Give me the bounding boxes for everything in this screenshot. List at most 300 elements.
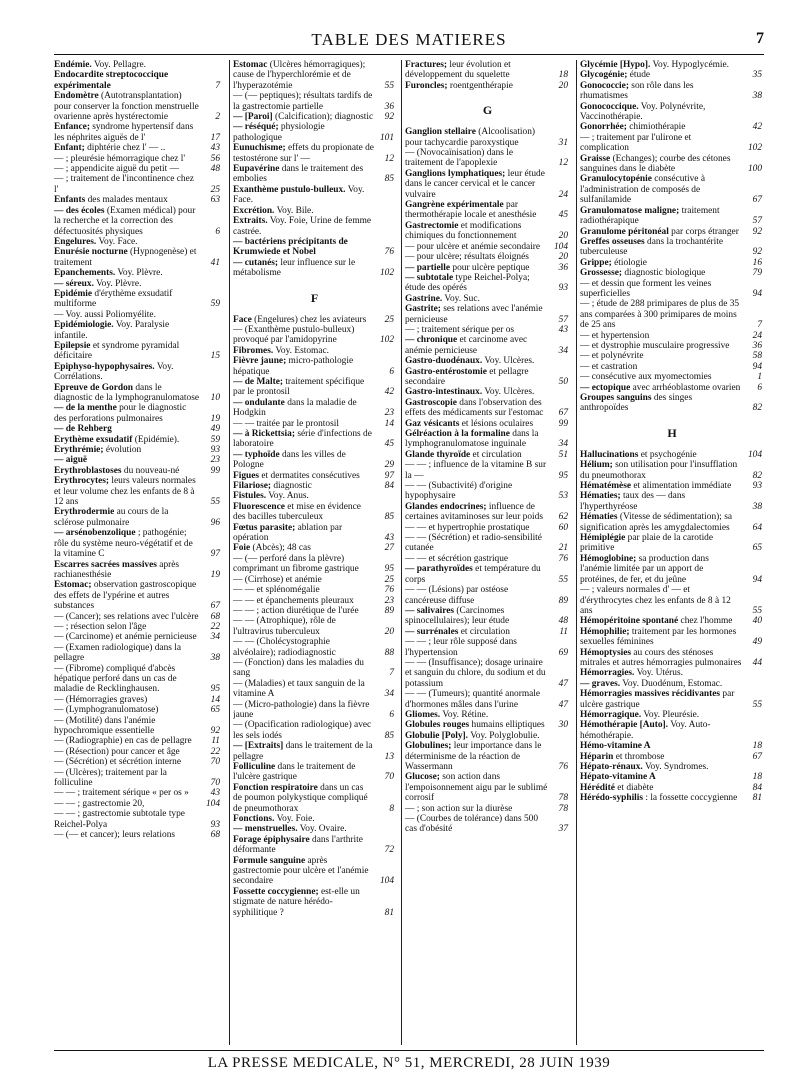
entry-page-number: 84 <box>752 782 762 793</box>
entry-headword: Gonococcie; <box>580 80 629 91</box>
index-entry <box>54 341 222 362</box>
entry-text <box>233 91 372 111</box>
entry-page-number: 104 <box>553 241 568 252</box>
entry-description: — pour ulcère et anémie secondaire <box>405 241 541 252</box>
index-entry <box>580 689 764 710</box>
entry-headword: Fluorescence <box>233 501 285 512</box>
index-entry <box>54 736 222 746</box>
entry-description: dans le traitement de la pellagre <box>233 741 373 762</box>
entry-text <box>580 783 653 793</box>
entry-text <box>54 247 196 267</box>
entry-page-number: 36 <box>384 101 394 112</box>
entry-page-number: 97 <box>384 470 394 481</box>
entry-text <box>580 481 731 491</box>
index-entry <box>54 757 222 767</box>
entry-page-number: 94 <box>752 574 762 585</box>
entry-headword: Epidémiologie. <box>54 320 114 331</box>
index-entry <box>233 543 396 553</box>
index-entry <box>233 237 396 258</box>
entry-page-number: 43 <box>558 324 568 335</box>
entry-description: par ulcère gastrique <box>580 689 735 710</box>
entry-text <box>54 279 141 289</box>
entry-page-number: 18 <box>752 772 762 783</box>
entry-headword: Granulomatose maligne; <box>580 205 680 216</box>
entry-description: et lésions oculaires <box>459 418 534 429</box>
entry-headword: Forage épiphysaire <box>233 834 310 845</box>
index-entry <box>54 632 222 642</box>
entry-page-number: 69 <box>558 647 568 658</box>
entry-text <box>405 450 522 460</box>
entry-text <box>233 216 371 236</box>
index-entry <box>54 154 222 164</box>
index-entry <box>54 237 222 247</box>
index-entry <box>233 658 396 679</box>
entry-page-number: 45 <box>384 439 394 450</box>
entry-headword: Fonction respiratoire <box>233 782 318 793</box>
index-entry <box>233 122 396 143</box>
entry-headword: Hépato-vitamine A <box>580 772 656 783</box>
index-entry <box>580 460 764 481</box>
index-entry <box>233 377 396 398</box>
entry-description: Voy. Estomac. <box>273 345 329 356</box>
entry-page-number: 7 <box>389 668 394 679</box>
entry-page-number: 55 <box>384 80 394 91</box>
entry-description: — — (Cholécystographie alvéolaire); radiodiagnostic <box>233 637 336 658</box>
entry-description: type Reichel-Polya; étude des opérés <box>405 272 530 294</box>
entry-description: — Voy. aussi Poliomyélite. <box>54 309 156 320</box>
entry-description: Voy. Polyglobulie. <box>468 730 540 741</box>
entry-description: Voy. Corrélations. <box>54 361 174 383</box>
index-entry <box>233 679 396 700</box>
entry-text <box>54 788 189 798</box>
index-entry <box>405 637 570 658</box>
entry-description: Voy. Ulcères. <box>482 387 535 398</box>
entry-text <box>405 325 514 335</box>
entry-page-number: 50 <box>558 376 568 387</box>
entry-text <box>405 221 521 241</box>
entry-headword: — des écoles <box>54 205 105 216</box>
entry-page-number: 55 <box>558 574 568 585</box>
entry-text <box>54 622 146 632</box>
index-entry <box>405 200 570 221</box>
entry-headword: Hémothérapie [Auto]. <box>580 720 669 731</box>
entry-description: diagnostic biologique <box>622 268 706 279</box>
entry-page-number: 59 <box>210 299 220 310</box>
entry-text <box>580 258 647 268</box>
entry-page-number: 27 <box>384 543 394 554</box>
entry-page-number: 14 <box>210 694 220 705</box>
entry-page-number: 102 <box>379 335 394 346</box>
entry-page-number: 95 <box>384 564 394 575</box>
footer-text: LA PRESSE MEDICALE, N° 51, MERCREDI, 28 JUIN 1939 <box>207 1055 611 1071</box>
entry-description: — (Courbes de tolérance) dans 500 cas d'obésité <box>405 814 539 835</box>
entry-text <box>233 575 322 585</box>
entry-headword: Globules rouges <box>405 720 470 731</box>
index-entry <box>405 304 570 325</box>
index-entry <box>405 60 570 81</box>
entry-headword: — [Extraits] <box>233 741 284 752</box>
entry-page-number: 42 <box>384 387 394 398</box>
entry-headword: Gastrine. <box>405 293 443 304</box>
entry-text <box>405 523 529 533</box>
entry-page-number: 42 <box>752 122 762 133</box>
index-entry <box>54 695 222 705</box>
entry-description: (Vitesse de sédimentation); sa signification après les amygdalectomies <box>580 512 733 533</box>
entry-page-number: 37 <box>558 824 568 835</box>
entry-headword: Gangrène expérimentale <box>405 200 504 211</box>
entry-page-number: 93 <box>210 445 220 456</box>
index-entry <box>233 585 396 595</box>
entry-description: par plaie de la carotide primitive <box>580 533 714 554</box>
index-entry <box>405 127 570 148</box>
index-entry <box>580 237 764 258</box>
entry-headword: Estomac; <box>54 580 92 591</box>
index-entry <box>405 169 570 200</box>
entry-description: (Carcinomes spinocellulaires); leur étude <box>405 605 510 627</box>
entry-description: — et polynévrite <box>580 351 644 362</box>
entry-headword: Globulie [Poly]. <box>405 730 469 741</box>
entry-description: (Epidémie). <box>132 434 180 445</box>
index-entry <box>580 372 764 382</box>
entry-text <box>54 310 156 320</box>
entry-page-number: 76 <box>384 247 394 258</box>
entry-text <box>233 637 336 657</box>
entry-headword: Hélium; <box>580 460 613 471</box>
entry-text <box>233 616 336 636</box>
index-entry <box>580 679 764 689</box>
entry-text <box>233 835 363 855</box>
entry-text <box>405 554 508 564</box>
entry-text <box>405 387 534 397</box>
entry-text <box>54 403 186 423</box>
entry-headword: Erythroblastoses <box>54 465 122 476</box>
entry-text <box>580 616 732 626</box>
entry-page-number: 48 <box>558 616 568 627</box>
entry-headword: Gaz vésicants <box>405 418 460 429</box>
entry-description: — ; pleurésie hémorragique chez l' <box>54 153 186 164</box>
entry-text <box>405 252 529 262</box>
entry-text <box>54 237 138 247</box>
entry-page-number: 65 <box>210 705 220 716</box>
entry-description: Voy. Foie. <box>274 814 315 825</box>
entry-text <box>233 419 339 429</box>
entry-headword: — ectopique <box>580 382 631 393</box>
index-entry <box>54 455 222 465</box>
index-entry <box>405 367 570 388</box>
entry-headword: Hérédité <box>580 782 615 793</box>
entry-description: consécutive à l'administration de composés de sulfanilamide <box>580 174 705 206</box>
entry-page-number: 78 <box>558 803 568 814</box>
entry-text <box>54 747 180 757</box>
entry-text <box>54 799 144 809</box>
index-entry <box>233 450 396 471</box>
entry-page-number: 7 <box>215 80 220 91</box>
entry-description: dans le traitement de l'ulcère gastrique <box>233 762 356 783</box>
index-entry <box>54 91 222 122</box>
entry-text <box>233 346 329 356</box>
entry-description: — et dystrophie musculaire progressive <box>580 340 730 351</box>
entry-headword: Furoncles; <box>405 80 448 91</box>
entry-headword: Hématémèse <box>580 481 632 492</box>
entry-description: traitement spécifique par le prontosil <box>233 376 365 398</box>
entry-text <box>405 419 533 429</box>
index-entry <box>54 403 222 424</box>
entry-description: Voy. Pellagre. <box>91 60 147 70</box>
entry-headword: Endémie. <box>54 60 92 70</box>
entry-description: effets du propionate de testostérone sur l' — <box>233 143 374 164</box>
index-entry <box>233 575 396 585</box>
index-entry <box>405 263 570 273</box>
entry-description: ; pathogénie; rôle du système neuro-végétatif et de la vitamine C <box>54 528 193 560</box>
entry-description: — (— perforé dans la plèvre) comprimant un fibrome gastrique <box>233 553 359 575</box>
entry-description: (Examen médical) pour la recherche et la correction des défectuosités physiques <box>54 205 196 237</box>
index-entry <box>580 174 764 205</box>
entry-page-number: 67 <box>558 408 568 419</box>
entry-text <box>580 81 694 101</box>
entry-text <box>405 127 535 147</box>
entry-page-number: 24 <box>558 189 568 200</box>
entry-page-number: 92 <box>210 726 220 736</box>
entry-text <box>54 705 158 715</box>
entry-text <box>233 481 312 491</box>
index-entry <box>54 612 222 622</box>
entry-description: — et castration <box>580 361 638 372</box>
index-entry <box>580 741 764 751</box>
entry-headword: Gliomes. <box>405 709 441 720</box>
entry-page-number: 84 <box>384 481 394 492</box>
index-entry <box>405 554 570 564</box>
entry-text <box>233 491 309 501</box>
index-entry <box>580 341 764 351</box>
entry-description: — (Opacification radiologique) avec les sels iodés <box>233 720 372 741</box>
index-entry <box>405 564 570 585</box>
entry-page-number: 99 <box>210 465 220 476</box>
entry-page-number: 6 <box>215 226 220 237</box>
entry-page-number: 20 <box>558 231 568 242</box>
index-entry <box>233 824 396 834</box>
entry-headword: Erythrocytes; <box>54 476 110 487</box>
entry-text <box>233 122 325 142</box>
entry-description: évolution <box>103 445 142 456</box>
index-entry <box>405 450 570 460</box>
entry-description: Voy. Syndromes. <box>642 762 709 772</box>
entry-text <box>233 720 371 740</box>
entry-description: humains elliptiques <box>469 720 545 731</box>
index-entry <box>54 268 222 278</box>
entry-headword: Erythème exsudatif <box>54 434 133 445</box>
entry-page-number: 72 <box>384 845 394 856</box>
index-entry <box>233 112 396 122</box>
entry-page-number: 67 <box>752 751 762 762</box>
header-rule <box>54 54 764 55</box>
entry-page-number: 76 <box>558 553 568 564</box>
entry-text <box>580 341 729 351</box>
entry-headword: Gastro-duodénaux. <box>405 356 483 367</box>
entry-text <box>233 164 363 184</box>
index-entry <box>405 533 570 554</box>
entry-headword: Endocardite streptococcique expérimentale <box>54 70 169 91</box>
entry-text <box>233 543 311 553</box>
index-entry <box>233 856 396 887</box>
entry-headword: Enfants <box>54 195 86 206</box>
entry-page-number: 53 <box>558 491 568 502</box>
entry-text <box>233 824 347 834</box>
index-entry <box>54 747 222 757</box>
entry-headword: — salivaires <box>405 605 455 616</box>
index-entry <box>54 424 222 434</box>
entry-page-number: 36 <box>558 262 568 273</box>
entry-text <box>580 648 741 668</box>
entry-text <box>405 502 543 522</box>
entry-page-number: 101 <box>379 132 394 143</box>
entry-text <box>233 502 361 522</box>
entry-text <box>54 757 181 767</box>
entry-text <box>405 585 508 605</box>
entry-description: leur importance dans le déterminisme de la réaction de Wassermann <box>405 741 542 772</box>
entry-description: par thermothérapie locale et anesthésie <box>405 200 537 221</box>
entry-text <box>233 814 315 824</box>
entry-headword: — [Paroi] <box>233 112 273 123</box>
index-entry <box>233 60 396 91</box>
entry-text <box>405 772 547 803</box>
index-entry <box>233 164 396 185</box>
entry-headword: — menstruelles. <box>233 824 298 835</box>
index-entry <box>54 362 222 383</box>
index-entry <box>54 716 222 737</box>
entry-page-number: 10 <box>210 393 220 403</box>
entry-page-number: 57 <box>752 216 762 227</box>
entry-page-number: 81 <box>752 793 762 804</box>
entry-description: — — ; influence de la vitamine B sur la — <box>405 460 547 481</box>
entry-text <box>405 200 536 220</box>
entry-description: Voy. Polynévrite, Vaccinothérapie. <box>580 101 706 123</box>
entry-headword: — surrénales <box>405 626 459 637</box>
entry-description: — (Fibrome) compliqué d'abcès hépatique perforé dans un cas de maladie de Recklinghausen. <box>54 663 177 695</box>
section-letter: F <box>310 290 319 305</box>
index-entry <box>233 315 396 325</box>
entry-description: pour ulcère peptique <box>450 262 530 273</box>
entry-description: son action dans l'empoisonnement aigu par le sublimé corrosif <box>405 772 548 804</box>
entry-page-number: 85 <box>384 174 394 185</box>
index-entry <box>580 383 764 393</box>
index-entry <box>405 710 570 720</box>
entry-description: ses relations avec l'anémie pernicieuse <box>405 304 543 325</box>
entry-text <box>233 315 366 325</box>
entry-text <box>580 154 730 174</box>
entry-text <box>54 91 199 122</box>
index-entry <box>233 258 396 279</box>
index-entry <box>405 273 570 294</box>
entry-headword: Gastrite; <box>405 304 441 315</box>
entry-description: leurs valeurs normales et leur volume chez les enfants de 8 à 12 ans <box>54 476 196 508</box>
entry-text <box>54 320 169 340</box>
entry-page-number: 41 <box>210 257 220 268</box>
entry-text <box>54 164 179 174</box>
entry-page-number: 11 <box>211 736 220 747</box>
index-entry <box>54 445 222 455</box>
entry-description: avec arrhéoblastome ovarien <box>630 382 741 393</box>
entry-description: ablation par opération <box>233 522 343 544</box>
entry-headword: Epilepsie <box>54 340 91 351</box>
entry-description: — (Exanthème pustulo-bulleux) provoqué par l'amidopyrine <box>233 324 355 346</box>
entry-page-number: 82 <box>752 403 762 414</box>
entry-text <box>405 367 529 387</box>
entry-page-number: 19 <box>210 413 220 424</box>
index-entry <box>54 310 222 320</box>
entry-page-number: 76 <box>558 762 568 772</box>
entry-description: roentgenthérapie <box>447 80 513 91</box>
index-entry <box>580 362 764 372</box>
entry-description: dans le diagnostic de la lymphogranulomatose <box>54 382 200 403</box>
entry-headword: Héparin <box>580 751 614 762</box>
entry-page-number: 55 <box>210 497 220 508</box>
entry-description: syndrome hypertensif dans les néphrites aiguës de l' <box>54 122 194 143</box>
entry-page-number: 49 <box>210 424 220 435</box>
entry-page-number: 44 <box>752 657 762 668</box>
entry-description: — — ; leur rôle supposé dans l'hypertension <box>405 637 517 658</box>
entry-headword: Escarres sacrées massives <box>54 559 157 570</box>
entry-headword: Hallucinations <box>580 449 639 460</box>
index-entry <box>54 206 222 237</box>
entry-text <box>233 596 354 606</box>
entry-description: et circulation <box>470 449 522 460</box>
entry-headword: Gonococcique. <box>580 101 639 112</box>
entry-text <box>580 102 705 122</box>
index-entry <box>233 346 396 356</box>
entry-text <box>580 752 664 762</box>
entry-text <box>405 356 534 366</box>
entry-page-number: 78 <box>558 793 568 804</box>
entry-headword: Fossette coccygienne; <box>233 886 319 897</box>
index-entry <box>580 772 764 782</box>
entry-text <box>54 580 196 611</box>
index-entry <box>54 320 222 341</box>
index-entry <box>405 387 570 397</box>
index-entry <box>233 783 396 814</box>
index-entry <box>405 627 570 637</box>
entry-description: — (Radiographie) en cas de pellagre <box>54 736 192 747</box>
entry-description: et diabète <box>614 782 654 793</box>
entry-description: — (Sécrétion) et sécrétion interne <box>54 757 182 768</box>
entry-page-number: 22 <box>210 621 220 632</box>
entry-headword: Erythrodermie <box>54 507 115 518</box>
entry-page-number: 92 <box>384 112 394 123</box>
entry-description: traitement par les hormones sexuelles féminines <box>580 626 737 648</box>
entry-description: dans un cas de poumon polykystique compliqué de pneumothorax <box>233 782 368 814</box>
entry-page-number: 85 <box>384 730 394 741</box>
entry-text <box>580 533 713 553</box>
entry-description: — (Hémorragies graves) <box>54 694 148 705</box>
index-entry <box>405 804 570 814</box>
entry-text <box>54 643 181 663</box>
entry-description: et mise en évidence des bacilles tuberculeux <box>233 501 361 523</box>
entry-headword: Enfant; <box>54 143 85 154</box>
entry-description: — ; traitement de l'incontinence chez l' <box>54 174 194 195</box>
entry-headword: Glycémie [Hypo]. <box>580 60 651 70</box>
index-entry <box>580 154 764 175</box>
entry-headword: Grossesse; <box>580 268 623 279</box>
entry-text <box>580 793 737 803</box>
entry-page-number: 93 <box>210 819 220 830</box>
index-column-3 <box>405 60 570 1045</box>
index-entry <box>580 122 764 132</box>
entry-text <box>405 335 527 355</box>
index-entry <box>233 491 396 501</box>
entry-description: — — et sécrétion gastrique <box>405 553 509 564</box>
index-entry <box>233 637 396 658</box>
entry-headword: Endomètre <box>54 91 99 102</box>
entry-page-number: 25 <box>384 314 394 325</box>
